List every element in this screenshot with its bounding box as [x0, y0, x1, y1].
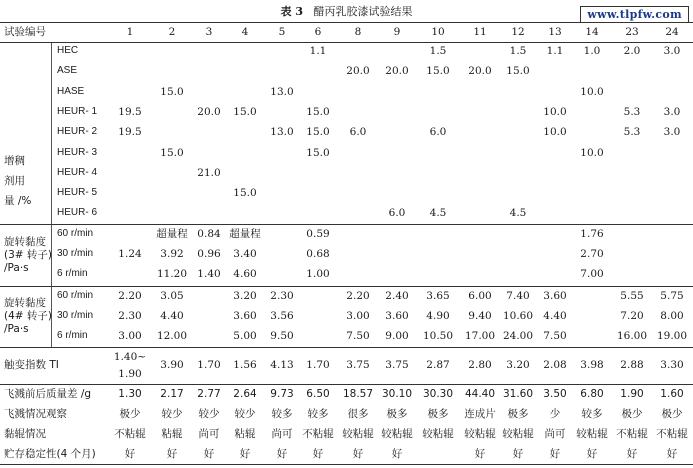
table-cell: 5.3	[623, 106, 641, 118]
table-cell: 20.0	[346, 65, 370, 77]
table-cell: 尚可	[271, 428, 293, 440]
column-header: 12	[511, 26, 525, 38]
table-cell: 20.0	[197, 106, 221, 118]
table-cell: 3.30	[660, 359, 684, 371]
table-cell: 1.24	[118, 248, 142, 260]
column-header: 11	[473, 26, 487, 38]
table-cell: 2.70	[580, 248, 604, 260]
table-cell: 4.5	[509, 207, 527, 219]
table-cell: 3.60	[543, 290, 567, 302]
row-sub-label: HEUR- 5	[57, 187, 98, 198]
table-cell: 好	[626, 448, 638, 460]
table-cell: 20.0	[468, 65, 492, 77]
table-cell: 2.30	[270, 290, 294, 302]
table-cell: 不粘辊	[114, 428, 146, 440]
table-cell: 2.20	[118, 290, 142, 302]
table-cell: 3.65	[426, 290, 450, 302]
table-cell: 7.50	[543, 330, 567, 342]
row-label: 飞溅前后质量差 /g	[4, 388, 92, 400]
table-cell: 3.05	[160, 290, 184, 302]
table-cell: 7.40	[506, 290, 530, 302]
table-cell: 4.5	[429, 207, 447, 219]
table-cell: 较粘辊	[464, 428, 496, 440]
group-label-line: /Pa·s	[4, 262, 29, 274]
table-cell: 较多	[307, 408, 329, 420]
row-sub-label: HEC	[57, 45, 79, 56]
table-cell: 7.50	[346, 330, 370, 342]
table-cell: 极少	[661, 408, 683, 420]
table-cell: 2.08	[543, 359, 567, 371]
column-header: 14	[585, 26, 599, 38]
table-cell: 3.00	[118, 330, 142, 342]
table-cell: 较粘辊	[342, 428, 374, 440]
table-cell: 15.0	[506, 65, 530, 77]
table-cell: 3.60	[233, 310, 257, 322]
table-cell: 6.80	[580, 388, 604, 400]
rule-bottom	[0, 464, 693, 465]
rule-group3	[0, 347, 693, 348]
table-cell: 7.20	[620, 310, 644, 322]
table-cell: 极多	[386, 408, 408, 420]
group-label-line: 旋转黏度	[4, 297, 46, 309]
table-cell: 少	[549, 408, 561, 420]
table-cell: 不粘辊	[302, 428, 334, 440]
table-cell: 1.76	[580, 228, 604, 240]
table-cell: 极多	[427, 408, 449, 420]
table-cell: 1.90	[118, 368, 142, 380]
table-cell: 较粘辊	[576, 428, 608, 440]
table-cell: 2.88	[620, 359, 644, 371]
table-cell: 19.00	[656, 330, 688, 342]
table-cell: 15.0	[233, 187, 257, 199]
table-cell: 5.3	[623, 126, 641, 138]
table-cell: 较多	[271, 408, 293, 420]
table-cell: 13.0	[270, 86, 294, 98]
table-cell: 较少	[161, 408, 183, 420]
table-cell: 好	[391, 448, 403, 460]
table-cell: 9.73	[270, 388, 294, 400]
table-cell: 3.75	[385, 359, 409, 371]
table-cell: 6.0	[388, 207, 406, 219]
group-label-line: 增稠	[4, 155, 25, 167]
table-cell: 0.59	[306, 228, 330, 240]
column-header: 10	[431, 26, 445, 38]
table-cell: 好	[124, 448, 136, 460]
group-label-line: 旋转黏度	[4, 236, 46, 248]
table-cell: 3.90	[160, 359, 184, 371]
table-cell: 8.00	[660, 310, 684, 322]
rule-top	[0, 22, 693, 23]
table-cell: 3.0	[663, 106, 681, 118]
table-cell: 极少	[621, 408, 643, 420]
table-cell: 7.00	[580, 268, 604, 280]
table-cell: 超量程	[229, 228, 261, 240]
table-cell: 5.55	[620, 290, 644, 302]
table-cell: 3.20	[506, 359, 530, 371]
column-header: 24	[665, 26, 679, 38]
column-header: 3	[205, 26, 213, 38]
table-cell: 好	[586, 448, 598, 460]
table-cell: 10.50	[422, 330, 454, 342]
table-cell: 1.5	[509, 45, 527, 57]
rule-ti	[0, 384, 693, 385]
table-cell: 0.84	[197, 228, 221, 240]
table-cell: 3.50	[543, 388, 567, 400]
table-cell: 19.5	[118, 126, 142, 138]
table-cell: 不粘辊	[656, 428, 688, 440]
table-cell: 11.20	[156, 268, 188, 280]
table-cell: 4.13	[270, 359, 294, 371]
row-sub-label: HEUR- 2	[57, 126, 98, 137]
table-cell: 0.68	[306, 248, 330, 260]
column-header: 2	[168, 26, 176, 38]
table-cell: 不粘辊	[616, 428, 648, 440]
table-cell: 15.0	[306, 126, 330, 138]
group-label-line: 剂用	[4, 175, 25, 187]
table-cell: 18.57	[342, 388, 374, 400]
table-cell: 13.0	[270, 126, 294, 138]
table-cell: 6.0	[349, 126, 367, 138]
table-cell: 较多	[581, 408, 603, 420]
row-sub-label: 6 r/min	[57, 330, 88, 341]
table-cell: 3.20	[233, 290, 257, 302]
table-cell: 2.30	[118, 310, 142, 322]
table-cell: 较粘辊	[381, 428, 413, 440]
table-cell: 15.0	[160, 147, 184, 159]
table-cell: 1.40~	[113, 351, 147, 363]
table-cell: 5.00	[233, 330, 257, 342]
table-cell: 3.00	[346, 310, 370, 322]
table-cell: 6.00	[468, 290, 492, 302]
table-cell: 2.40	[385, 290, 409, 302]
table-cell: 12.00	[156, 330, 188, 342]
table-cell: 较粘辊	[502, 428, 534, 440]
table-cell: 1.56	[233, 359, 257, 371]
table-cell: 很多	[347, 408, 369, 420]
row-sub-label: ASE	[57, 65, 78, 76]
table-cell: 3.98	[580, 359, 604, 371]
rule-group1	[0, 224, 693, 225]
group-label-line: /Pa·s	[4, 323, 29, 335]
table-cell: 4.40	[160, 310, 184, 322]
group-label-line: (4# 转子)	[4, 310, 53, 322]
table-cell: 19.5	[118, 106, 142, 118]
table-cell: 24.00	[502, 330, 534, 342]
table-cell: 好	[474, 448, 486, 460]
table-cell: 3.0	[663, 126, 681, 138]
rule-group2	[0, 286, 693, 287]
table-cell: 10.0	[543, 106, 567, 118]
group-label-line: 量 /%	[4, 195, 32, 207]
table-cell: 粘辊	[161, 428, 183, 440]
column-header: 9	[393, 26, 401, 38]
watermark-logo: www.tlpfw.com	[580, 6, 689, 23]
table-cell: 1.00	[306, 268, 330, 280]
table-cell: 15.0	[233, 106, 257, 118]
table-cell: 好	[352, 448, 364, 460]
header-label: 试验编号	[4, 26, 46, 38]
table-cell: 2.80	[468, 359, 492, 371]
row-label: 黏辊情况	[4, 428, 46, 440]
row-sub-label: 60 r/min	[57, 228, 94, 239]
row-sub-label: 30 r/min	[57, 248, 94, 259]
table-cell: 好	[166, 448, 178, 460]
table-cell: 3.60	[385, 310, 409, 322]
table-cell: 连成片	[464, 408, 496, 420]
table-cell: 15.0	[160, 86, 184, 98]
row-label: 飞溅情况观察	[4, 408, 67, 420]
column-header: 1	[126, 26, 134, 38]
table-cell: 1.5	[429, 45, 447, 57]
table-cell: 6.0	[429, 126, 447, 138]
table-cell: 2.20	[346, 290, 370, 302]
table-cell: 较粘辊	[422, 428, 454, 440]
table-cell: 超量程	[156, 228, 188, 240]
table-cell: 30.30	[422, 388, 454, 400]
table-cell: 3.75	[346, 359, 370, 371]
column-header: 5	[278, 26, 286, 38]
row-sub-label: 60 r/min	[57, 290, 94, 301]
table-cell: 6.50	[306, 388, 330, 400]
row-label: 贮存稳定性(4 个月)	[4, 448, 96, 460]
table-cell: 1.90	[620, 388, 644, 400]
table-cell: 2.77	[197, 388, 221, 400]
table-cell: 好	[239, 448, 251, 460]
table-cell: 1.40	[197, 268, 221, 280]
table-cell: 较少	[198, 408, 220, 420]
table-cell: 4.60	[233, 268, 257, 280]
rule-header	[0, 42, 693, 43]
table-cell: 尚可	[198, 428, 220, 440]
table-cell: 1.70	[197, 359, 221, 371]
table-cell: 15.0	[426, 65, 450, 77]
column-header: 6	[314, 26, 322, 38]
row-sub-label: 30 r/min	[57, 310, 94, 321]
table-cell: 2.0	[623, 45, 641, 57]
table-cell: 20.0	[385, 65, 409, 77]
table-cell: 2.87	[426, 359, 450, 371]
table-cell: 5.75	[660, 290, 684, 302]
table-cell: 21.0	[197, 167, 221, 179]
table-cell: 17.00	[464, 330, 496, 342]
table-cell: 1.30	[118, 388, 142, 400]
table-cell: 1.1	[546, 45, 564, 57]
table-cell: 16.00	[616, 330, 648, 342]
table-cell: 10.60	[502, 310, 534, 322]
group-label-line: (3# 转子)	[4, 249, 53, 261]
table-cell: 好	[312, 448, 324, 460]
table-cell: 1.0	[583, 45, 601, 57]
table-cell: 2.17	[160, 388, 184, 400]
table-caption: 醋丙乳胶漆试验结果	[313, 5, 413, 18]
table-cell: 9.40	[468, 310, 492, 322]
table-cell: 好	[666, 448, 678, 460]
table-cell: 1.60	[660, 388, 684, 400]
table-cell: 3.40	[233, 248, 257, 260]
row-sub-label: HEUR- 3	[57, 147, 98, 158]
table-cell: 9.00	[385, 330, 409, 342]
table-cell: 好	[549, 448, 561, 460]
table-cell: 15.0	[306, 147, 330, 159]
thixotropy-label: 触变指数 TI	[4, 359, 59, 371]
row-sub-label: HEUR- 4	[57, 167, 98, 178]
table-cell: 0.96	[197, 248, 221, 260]
group1-divider	[51, 43, 52, 224]
column-header: 13	[548, 26, 562, 38]
table-number: 表 3	[280, 5, 303, 18]
table-cell: 9.50	[270, 330, 294, 342]
table-cell: 粘辊	[234, 428, 256, 440]
table-cell: 较少	[234, 408, 256, 420]
table-cell: 4.40	[543, 310, 567, 322]
table-cell: 1.1	[309, 45, 327, 57]
row-sub-label: HASE	[57, 86, 85, 97]
table-cell: 4.90	[426, 310, 450, 322]
table-cell: 3.0	[663, 45, 681, 57]
table-cell: 极多	[507, 408, 529, 420]
table-cell: 10.0	[580, 147, 604, 159]
column-header: 23	[625, 26, 639, 38]
table-cell: 好	[203, 448, 215, 460]
row-sub-label: HEUR- 1	[57, 106, 98, 117]
table-cell: 30.10	[381, 388, 413, 400]
table-cell: 好	[276, 448, 288, 460]
table-cell: 极少	[119, 408, 141, 420]
table-cell: 31.60	[502, 388, 534, 400]
row-sub-label: HEUR- 6	[57, 207, 98, 218]
table-cell: 尚可	[544, 428, 566, 440]
table-cell: 15.0	[306, 106, 330, 118]
table-cell: 好	[512, 448, 524, 460]
row-sub-label: 6 r/min	[57, 268, 88, 279]
column-header: 4	[241, 26, 249, 38]
table-cell: 1.70	[306, 359, 330, 371]
table-cell: 10.0	[580, 86, 604, 98]
table-cell: 44.40	[464, 388, 496, 400]
table-cell: 10.0	[543, 126, 567, 138]
table-cell: 3.56	[270, 310, 294, 322]
table-cell: 2.64	[233, 388, 257, 400]
column-header: 8	[354, 26, 362, 38]
table-cell: 3.92	[160, 248, 184, 260]
